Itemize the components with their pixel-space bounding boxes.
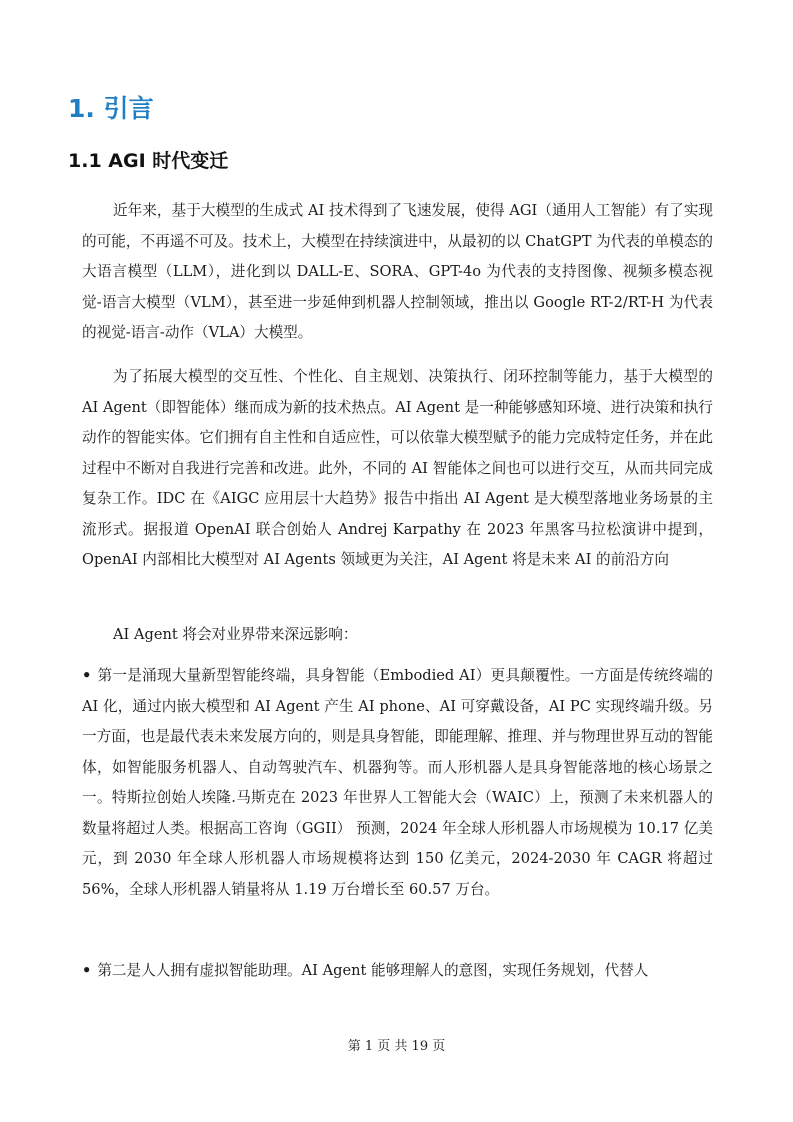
bullet-icon: •: [82, 962, 92, 979]
bullet-item-virtual-assistant: [82, 956, 713, 987]
bullet-icon: •: [82, 667, 92, 684]
paragraph-impact-lead: AI Agent 将会对业界带来深远影响：: [113, 626, 358, 643]
paragraph-intro: 近年来，基于大模型的生成式 AI 技术得到了飞速发展，使得 AGI（通用人工智能）有了实现的可能，不再遥不可及。技术上，大模型在持续演进中，从最初的以 ChatGPT 为代表的单模态的大语言模型（LLM），进化到以 DALL-E、SORA、GPT-4o 为代表的支持图像、视频多模态视觉-语言大模型（VLM），甚至进一步延伸到机器人控制领域，推出以 Google RT-2/RT-H 为代表的视觉-语言-动作（VLA）大模型。: [82, 202, 713, 341]
section-heading: 1. 引言: [68, 94, 154, 123]
bullet-text: 第二是人人拥有虚拟智能助理。AI Agent 能够理解人的意图，实现任务规划，代替人: [97, 962, 649, 979]
bullet-text: 第一是涌现大量新型智能终端，具身智能（Embodied AI）更具颠覆性。一方面是传统终端的 AI 化，通过内嵌大模型和 AI Agent 产生 AI phone、AI 可穿戴设备，AI PC 实现终端升级。另一方面，也是最代表未来发展方向的，则是具身智能，即能理解、推理、并与物理世界互动的智能体，如智能服务机器人、自动驾驶汽车、机器狗等。而人形机器人是具身智能落地的核心场景之一。特斯拉创始人埃隆.马斯克在 2023 年世界人工智能大会（WAIC）上，预测了未来机器人的数量将超过人类。根据高工咨询（GGII） 预测，2024 年全球人形机器人市场规模为 10.17 亿美元，到 2030 年全球人形机器人市场规模将达到 150 亿美元，2024-2030 年 CAGR 将超过 56%，全球人形机器人销量将从 1.19 万台增长至 60.57 万台。: [82, 667, 713, 898]
page-number-footer: 第 1 页 共 19 页: [347, 1039, 446, 1054]
paragraph-agent: 为了拓展大模型的交互性、个性化、自主规划、决策执行、闭环控制等能力，基于大模型的 AI Agent（即智能体）继而成为新的技术热点。AI Agent 是一种能够感知环境、进行决策和执行动作的智能实体。它们拥有自主性和自适应性，可以依靠大模型赋予的能力完成特定任务，并在此过程中不断对自我进行完善和改进。此外，不同的 AI 智能体之间也可以进行交互，从而共同完成复杂工作。IDC 在《AIGC 应用层十大趋势》报告中指出 AI Agent 是大模型落地业务场景的主流形式。据报道 OpenAI 联合创始人 Andrej Karpathy 在 2023 年黑客马拉松演讲中提到， OpenAI 内部相比大模型对 AI Agents 领域更为关注，AI Agent 将是未来 AI 的前沿方向: [82, 368, 713, 568]
bullet-item-embodied-ai: [82, 661, 713, 905]
subsection-heading: 1.1 AGI 时代变迁: [68, 150, 229, 172]
